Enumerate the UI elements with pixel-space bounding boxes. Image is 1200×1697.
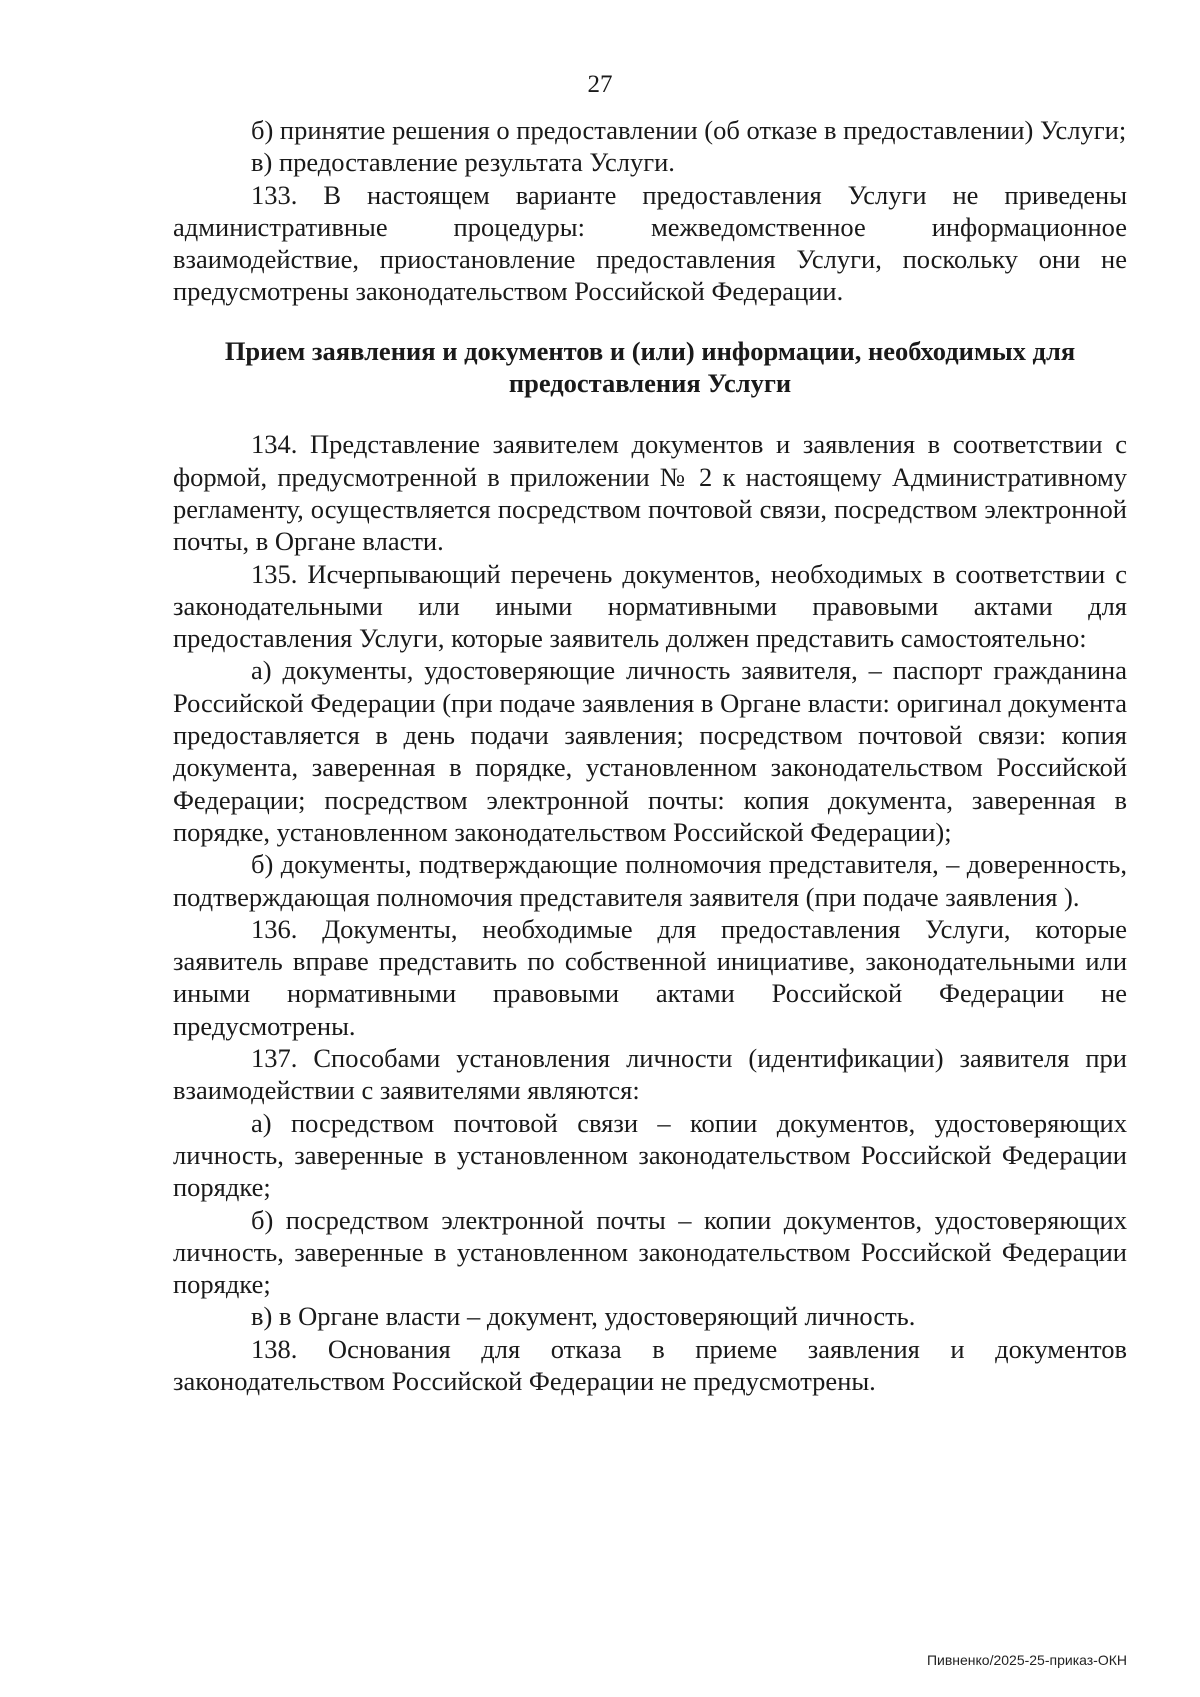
footer-document-code: Пивненко/2025-25-приказ-ОКН xyxy=(926,1652,1127,1668)
paragraph-137-b: б) посредством электронной почты – копии документов, удостоверяющих личность, заверенные в установленном законодательством Российской Федерации порядке; xyxy=(173,1204,1127,1300)
paragraph-137-v: в) в Органе власти – документ, удостоверяющий личность. xyxy=(251,1301,916,1332)
document-body xyxy=(173,114,1127,1397)
paragraph-135-b: б) документы, подтверждающие полномочия представителя, – доверенность, подтверждающая полномочия представителя заявителя (при подаче заявления ). xyxy=(173,849,1127,912)
paragraph-133: 133. В настоящем варианте предоставления Услуги не приведены административные процедуры: межведомственное информационное взаимодействие, приостановление предоставления Услуги, поскольку они не предусмотрены законодательством Российской Федерации. xyxy=(173,179,1127,307)
page-number: 27 xyxy=(587,71,613,98)
paragraph-135-a: а) документы, удостоверяющие личность заявителя, – паспорт гражданина Российской Федерации (при подаче заявления в Органе власти: оригинал документа предоставляется в день подачи заявления; посредством почтовой связи: копия документа, заверенная в порядке, установленном законодательством Российской Федерации; посредством электронной почты: копия документа, заверенная в порядке, установленном законодательством Российской Федерации); xyxy=(173,655,1127,847)
paragraph-item-b-decision: б) принятие решения о предоставлении (об отказе в предоставлении) Услуги; xyxy=(251,115,1127,145)
paragraph-137-a: а) посредством почтовой связи – копии документов, удостоверяющих личность, заверенные в установленном законодательством Российской Федерации порядке; xyxy=(173,1107,1127,1203)
section-heading: Прием заявления и документов и (или) информации, необходимых для предоставления Услуги xyxy=(224,335,1076,399)
paragraph-135: 135. Исчерпывающий перечень документов, необходимых в соответствии с законодательными или иными нормативными правовыми актами для предоставления Услуги, которые заявитель должен представить самостоятельно: xyxy=(173,558,1127,654)
paragraph-item-v-result: в) предоставление результата Услуги. xyxy=(251,147,675,178)
paragraph-134: 134. Представление заявителем документов и заявления в соответствии с формой, предусмотренной в приложении № 2 к настоящему Административному регламенту, осуществляется посредством почтовой связи, посредством электронной почты, в Органе власти. xyxy=(173,429,1127,557)
paragraph-136: 136. Документы, необходимые для предоставления Услуги, которые заявитель вправе представить по собственной инициативе, законодательными или иными нормативными правовыми актами Российской Федерации не предусмотрены. xyxy=(173,913,1127,1041)
paragraph-138: 138. Основания для отказа в приеме заявления и документов законодательством Российской Федерации не предусмотрены. xyxy=(173,1333,1127,1396)
paragraph-137: 137. Способами установления личности (идентификации) заявителя при взаимодействии с заявителями являются: xyxy=(173,1043,1127,1106)
